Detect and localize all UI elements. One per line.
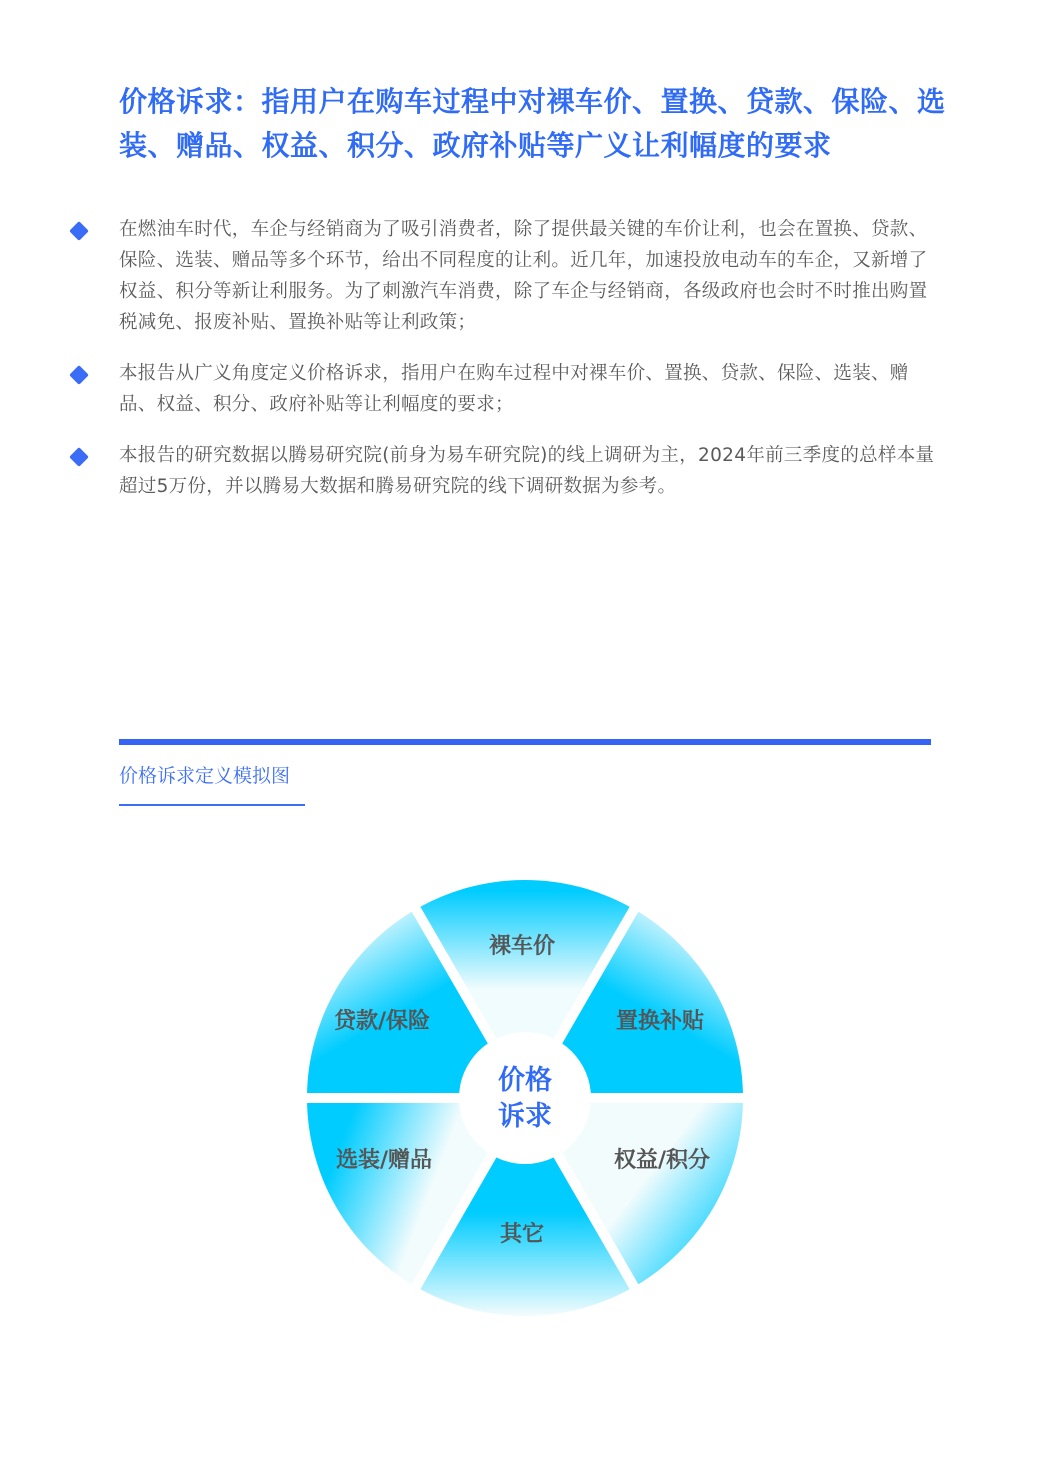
diamond-bullet-icon (69, 447, 89, 467)
bullet-item (66, 440, 936, 502)
bullet-item (66, 214, 936, 338)
segment-bare-price-label: 裸车价 (488, 934, 556, 959)
bullet-text: 在燃油车时代，车企与经销商为了吸引消费者，除了提供最关键的车价让利，也会在置换、贷款、保险、选装、赠品等多个环节，给出不同程度的让利。近几年，加速投放电动车的车企，又新增了权益、积分等新让利服务。为了刺激汽车消费，除了车企与经销商，各级政府也会时不时推出购置税减免、报废补贴、置换补贴等让利政策； (119, 219, 928, 333)
wheel-center-disc (459, 1032, 591, 1164)
diamond-bullet-icon (69, 221, 89, 241)
bullet-text: 本报告的研究数据以腾易研究院(前身为易车研究院)的线上调研为主，2024年前三季度的总样本量超过5万份，并以腾易大数据和腾易研究院的线下调研数据为参考。 (119, 445, 935, 497)
price-demand-wheel-diagram (290, 864, 760, 1334)
bullet-text: 本报告从广义角度定义价格诉求，指用户在购车过程中对裸车价、置换、贷款、保险、选装、赠品、权益、积分、政府补贴等让利幅度的要求； (119, 363, 909, 415)
segment-other-label: 其它 (499, 1222, 545, 1247)
segment-trade-in-subsidy-label: 置换补贴 (615, 1009, 705, 1034)
bullet-list (66, 214, 936, 522)
center-label-line1: 价格 (498, 1065, 552, 1096)
section-divider (119, 739, 931, 745)
center-label-line2: 诉求 (498, 1101, 552, 1132)
segment-loan-insurance-label: 贷款/保险 (333, 1009, 431, 1034)
segment-rights-points-label: 权益/积分 (613, 1148, 711, 1173)
diamond-bullet-icon (69, 365, 89, 385)
wheel-svg (290, 864, 760, 1334)
bullet-item (66, 358, 936, 420)
section-title: 价格诉求定义模拟图 (119, 762, 305, 806)
page-headline: 价格诉求：指用户在购车过程中对裸车价、置换、贷款、保险、选装、赠品、权益、积分、政府补贴等广义让利幅度的要求 (119, 85, 946, 162)
segment-options-gifts-label: 选装/赠品 (335, 1148, 433, 1173)
